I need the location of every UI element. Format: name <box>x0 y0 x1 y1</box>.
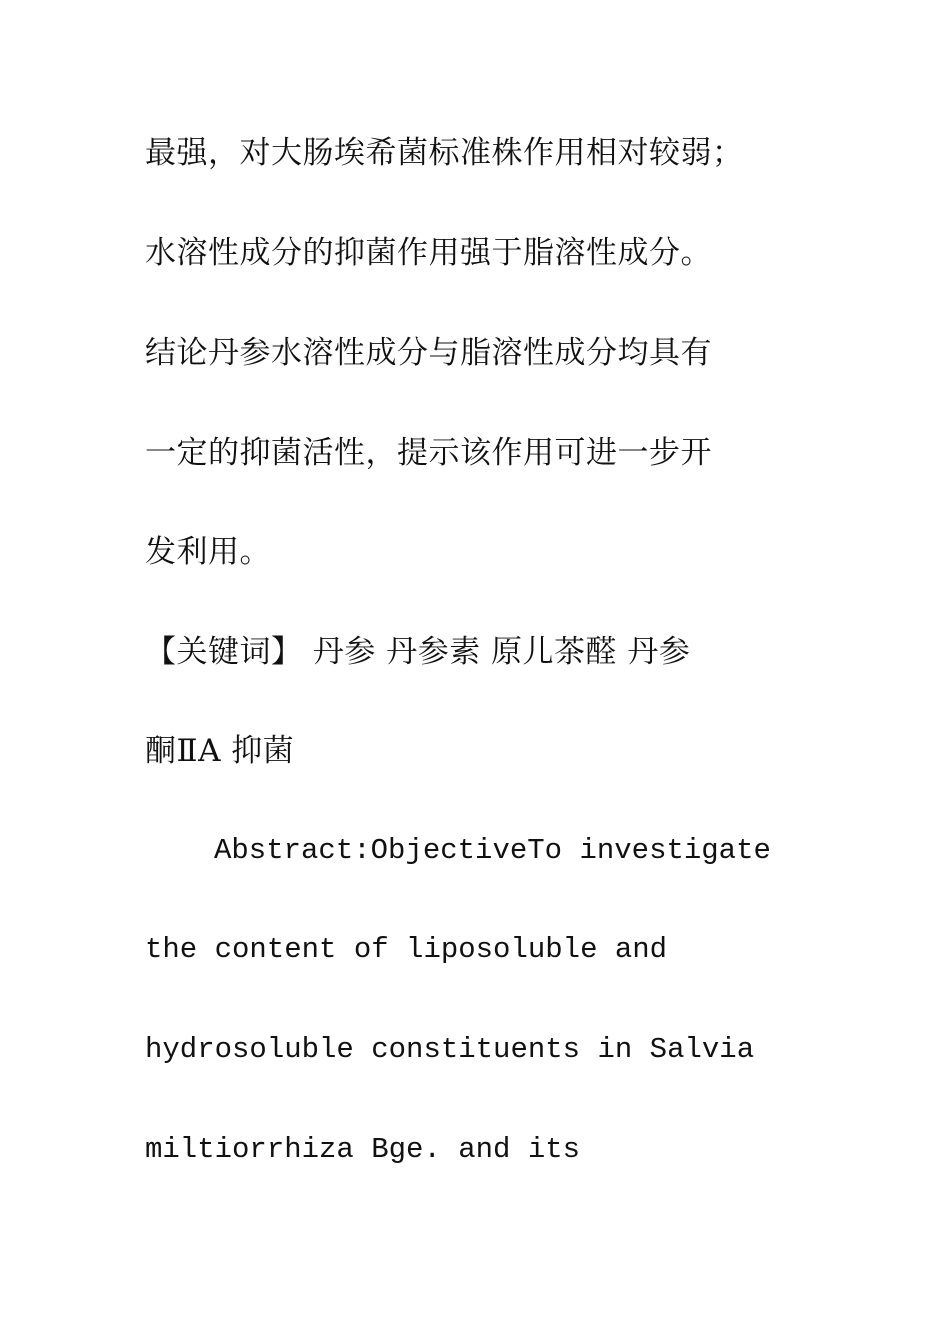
abstract-line: the content of liposoluble and <box>145 933 668 966</box>
keywords-line: 【关键词】 丹参 丹参素 原儿茶醛 丹参 <box>145 634 691 670</box>
text-line: 一定的抑菌活性，提示该作用可进一步开 <box>145 435 712 471</box>
text-line: 水溶性成分的抑菌作用强于脂溶性成分。 <box>145 235 712 271</box>
text-line: 最强，对大肠埃希菌标准株作用相对较弱； <box>145 135 744 171</box>
abstract-line: miltiorrhiza Bge. and its <box>145 1133 581 1166</box>
text-line: 发利用。 <box>145 534 271 570</box>
abstract-line: hydrosoluble constituents in Salvia <box>145 1033 755 1066</box>
abstract-line: Abstract:ObjectiveTo investigate <box>214 834 771 867</box>
text-line: 结论丹参水溶性成分与脂溶性成分均具有 <box>145 335 712 371</box>
keywords-line: 酮ⅡA 抑菌 <box>145 733 295 769</box>
